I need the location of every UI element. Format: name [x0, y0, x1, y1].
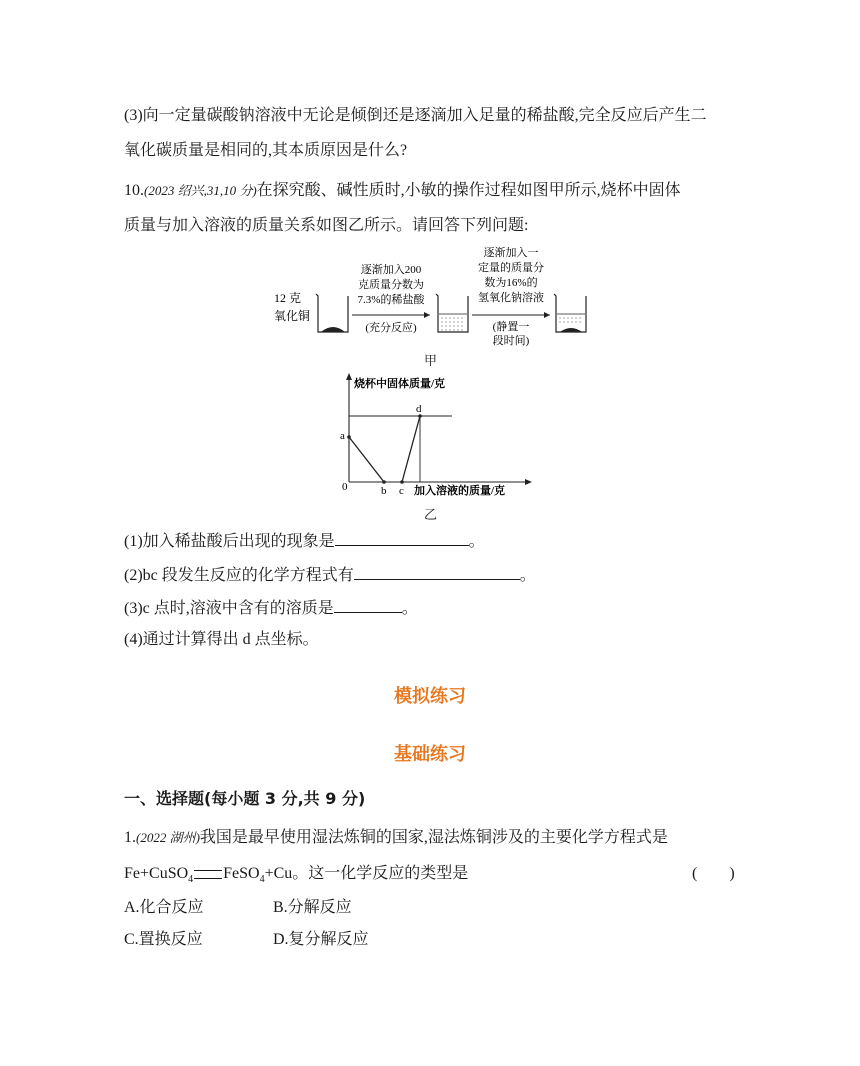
q1-option-c[interactable]: C.置换反应 [124, 931, 203, 948]
label-c: c [399, 485, 404, 497]
label-d: d [416, 403, 422, 415]
arrow2-text-2: 定量的质量分 [478, 262, 544, 274]
yi-origin: 0 [342, 481, 348, 493]
q1-number: 1. [124, 829, 136, 846]
q9-part3-line2: 氧化碳质量是相同的,其本质原因是什么? [124, 142, 408, 159]
q10-sub2-suffix: 。 [519, 567, 536, 584]
curve-cd [402, 416, 420, 482]
q1-eq-right: FeSO [223, 865, 260, 882]
q10-sub3 [124, 597, 418, 619]
q1-line1 [124, 828, 668, 848]
arrow2-text-1: 逐渐加入一 [483, 247, 539, 259]
arrow1-text-2: 克质量分数为 [358, 279, 424, 291]
q10-sub1 [124, 530, 485, 552]
q1-eq-sign [194, 870, 222, 879]
q1-line2 [124, 864, 468, 890]
q10-sub1-text: (1)加入稀盐酸后出现的现象是 [124, 533, 335, 550]
q1-option-d[interactable]: D.复分解反应 [273, 931, 369, 948]
q10-line2: 质量与加入溶液的质量关系如图乙所示。请回答下列问题: [124, 217, 529, 234]
jia-start-bottom: 氧化铜 [274, 309, 311, 323]
q10-sub2 [124, 564, 536, 586]
point-c [400, 480, 404, 484]
yi-ylabel: 烧杯中固体质量/克 [354, 378, 446, 390]
q1-answer-bracket[interactable]: ( ) [692, 865, 735, 882]
section-choice-title: 一、选择题(每小题 3 分,共 9 分) [124, 789, 366, 808]
beaker-2 [436, 294, 468, 332]
arrow2-text-below-2: 段时间) [492, 335, 530, 347]
q10-sub2-text: (2)bc 段发生反应的化学方程式有 [124, 567, 354, 584]
figure-yi [336, 370, 536, 500]
arrow1-text-3: 7.3%的稀盐酸 [357, 294, 425, 306]
q10-sub4: (4)通过计算得出 d 点坐标。 [124, 631, 319, 648]
arrow1-text-below: (充分反应) [365, 322, 417, 334]
q10-line1 [124, 181, 681, 201]
q10-source: (2023 绍兴,31,10 分) [144, 183, 257, 198]
q9-part3-line1: (3)向一定量碳酸钠溶液中无论是倾倒还是逐滴加入足量的稀盐酸,完全反应后产生二 [124, 107, 707, 124]
q1-option-b[interactable]: B.分解反应 [273, 899, 352, 916]
q10-sub3-suffix: 。 [401, 600, 418, 617]
q10-sub3-blank[interactable] [334, 597, 402, 613]
q1-eq-end: +Cu。这一化学反应的类型是 [264, 865, 469, 882]
q1-eq-right-sub: 4 [259, 874, 265, 886]
arrow2-text-4: 氢氧化钠溶液 [478, 292, 544, 304]
beaker-1 [316, 294, 348, 332]
q1-source: (2022 湖州) [136, 830, 200, 845]
jia-start-top: 12 克 [274, 291, 302, 305]
q10-sub1-blank[interactable] [335, 530, 469, 546]
q10-line1-text: 在探究酸、碱性质时,小敏的操作过程如图甲所示,烧杯中固体 [256, 182, 681, 199]
q10-number: 10. [124, 182, 144, 199]
q1-option-a[interactable]: A.化合反应 [124, 899, 204, 916]
q1-line1-text: 我国是最早使用湿法炼铜的国家,湿法炼铜涉及的主要化学方程式是 [199, 829, 668, 846]
heading-basic: 基础练习 [394, 744, 466, 765]
q1-eq-left-sub: 4 [188, 874, 194, 886]
beaker-3 [554, 294, 586, 332]
curve-ab [349, 437, 384, 482]
point-b [382, 480, 386, 484]
point-a [347, 435, 351, 439]
q1-eq-left: Fe+CuSO [124, 865, 189, 882]
figure-yi-label: 乙 [424, 507, 438, 522]
q10-sub1-suffix: 。 [468, 533, 485, 550]
label-b: b [381, 485, 387, 497]
arrow1-text-1: 逐渐加入200 [360, 264, 422, 276]
q10-sub2-blank[interactable] [354, 564, 520, 580]
label-a: a [340, 430, 345, 442]
figure-jia-label: 甲 [424, 353, 438, 368]
arrow2-text-3: 数为16%的 [484, 277, 538, 289]
yi-xlabel: 加入溶液的质量/克 [414, 485, 506, 497]
heading-simulation: 模拟练习 [394, 686, 466, 707]
arrow2-text-below-1: (静置一 [492, 321, 530, 333]
q10-sub3-text: (3)c 点时,溶液中含有的溶质是 [124, 600, 334, 617]
